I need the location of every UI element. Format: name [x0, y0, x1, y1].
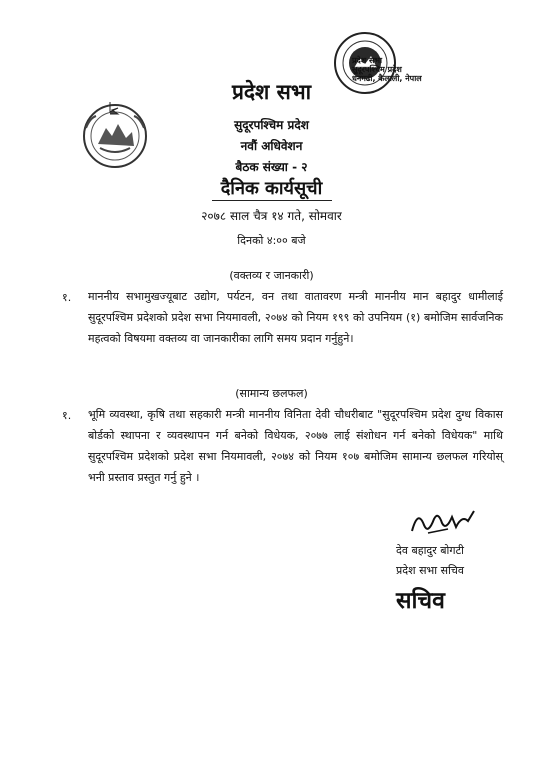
heading-underline [212, 200, 332, 201]
item-number: १. [62, 409, 72, 422]
section-title-discussion: (सामान्य छलफल) [235, 387, 308, 400]
meeting-date: २०७८ साल चैत्र १४ गते, सोमवार [201, 209, 342, 223]
meeting-number: बैठक संख्या - २ [235, 160, 308, 174]
agenda-heading: दैनिक कार्यसूची [220, 178, 323, 199]
seal-line-2: सुदूरपश्चिम प्रदेश [352, 65, 402, 74]
agenda-item-text: भूमि व्यवस्था, कृषि तथा सहकारी मन्त्री माननीय विनिता देवी चौधरीबाट "सुदूरपश्चिम प्रदेश दुग्ध विकास बोर्डको स्थापना र व्यवस्थापन गर्न बनेको विधेयक, २०७७ लाई संशोधन गर्न बनेको विधेयक" माथि सुदूरपश्चिम प्रदेशको प्रदेश सभा नियमावली, २०७४ को नियम १०७ बमोजिम सामान्य छलफल गरियोस् भनी प्रस्ताव प्रस्तुत गर्नु हुने । [88, 408, 503, 484]
seal-line-3: धनगढी, कैलाली, नेपाल [352, 74, 422, 83]
agenda-item-text: माननीय सभामुखज्यूबाट उद्योग, पर्यटन, वन तथा वातावरण मन्त्री माननीय मान बहादुर धामीलाई सुदूरपश्चिम प्रदेशको प्रदेश सभा नियमावली, २०७४ को नियम १९९ को उपनियम (१) बमोजिम सार्वजनिक महत्वको विषयमा वक्तव्य वा जानकारीका लागि समय प्रदान गर्नुहुने। [88, 290, 503, 345]
handwritten-signature [408, 505, 478, 537]
signatory-role: प्रदेश सभा सचिव [396, 564, 464, 577]
signatory-name: देव बहादुर बोगटी [396, 544, 464, 557]
section-title-statement: (वक्तव्य र जानकारी) [229, 269, 314, 282]
secretary-stamp: सचिव [396, 588, 445, 614]
seal-line-1: प्रदेश सभा [352, 56, 383, 65]
session-label: नवौं अधिवेशन [240, 139, 303, 153]
assembly-title: प्रदेश सभा [231, 80, 312, 104]
province-name: सुदूरपश्चिम प्रदेश [234, 118, 309, 132]
meeting-time: दिनको ४:०० बजे [237, 234, 306, 247]
item-number: १. [62, 291, 72, 304]
